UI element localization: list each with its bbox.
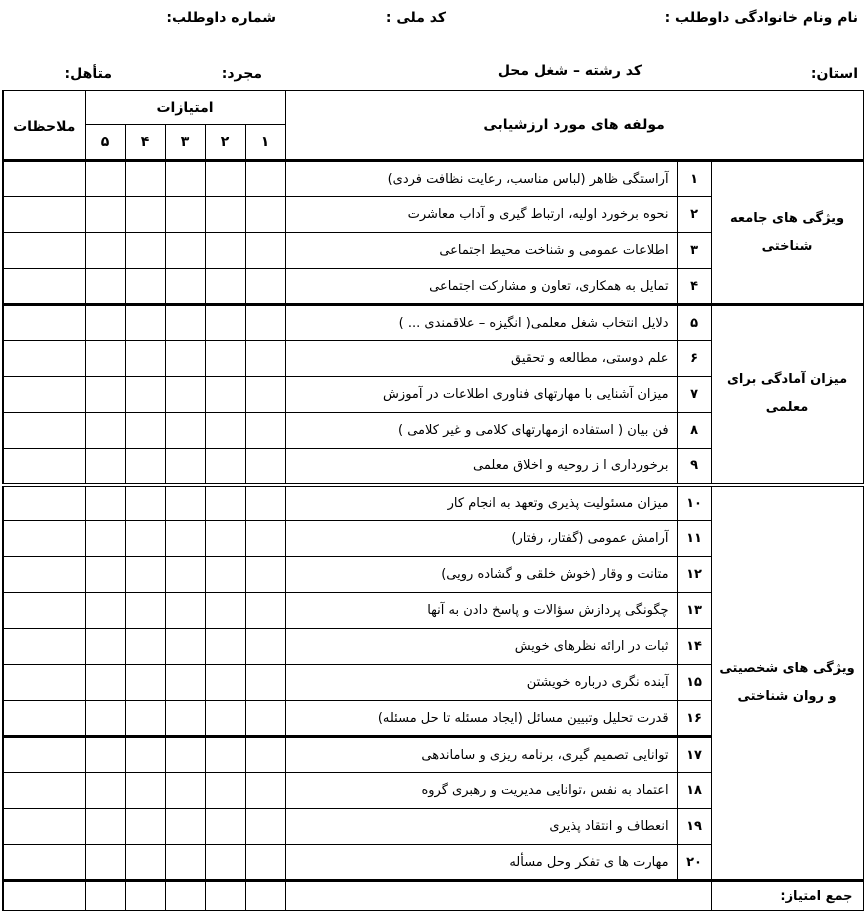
- score-cell-1[interactable]: [245, 413, 285, 449]
- score-cell-3[interactable]: [165, 305, 205, 341]
- item-number: ۱: [677, 161, 711, 197]
- table-header-row: [3, 91, 863, 125]
- score-cell-5[interactable]: [85, 701, 125, 737]
- item-text: برخورداری ا ز روحیه و اخلاق معلمی: [285, 449, 677, 485]
- score-cell-3[interactable]: [165, 809, 205, 845]
- score-cell-2[interactable]: [205, 269, 245, 305]
- notes-cell[interactable]: [3, 665, 85, 701]
- score-cell-1[interactable]: [245, 197, 285, 233]
- table-row: [3, 485, 863, 521]
- score-cell-5[interactable]: [85, 773, 125, 809]
- candidate-number-label: شماره داوطلب:: [166, 10, 276, 26]
- category-teaching-readiness: میزان آمادگی برای معلمی: [711, 305, 863, 485]
- score-cell-1[interactable]: [245, 377, 285, 413]
- score-cell-3[interactable]: [165, 233, 205, 269]
- score-cell-2[interactable]: [205, 485, 245, 521]
- notes-cell[interactable]: [3, 773, 85, 809]
- item-text: دلایل انتخاب شغل معلمی( انگیزه – علاقمندی ... ): [285, 305, 677, 341]
- score-cell-5[interactable]: [85, 485, 125, 521]
- score-cell-4[interactable]: [125, 413, 165, 449]
- item-number: ۱۷: [677, 737, 711, 773]
- item-number: ۱۱: [677, 521, 711, 557]
- item-text: مهارت ها ی تفکر وحل مسأله: [285, 845, 677, 881]
- score-cell-3[interactable]: [165, 629, 205, 665]
- item-text: میزان آشنایی با مهارتهای فناوری اطلاعات در آموزش: [285, 377, 677, 413]
- score-cell-3[interactable]: [165, 665, 205, 701]
- single-label: مجرد:: [221, 66, 262, 82]
- item-text: متانت و وقار (خوش خلقی و گشاده رویی): [285, 557, 677, 593]
- score-cell-3[interactable]: [165, 449, 205, 485]
- score-cell-2[interactable]: [205, 341, 245, 377]
- score-cell-1[interactable]: [245, 665, 285, 701]
- item-number: ۳: [677, 233, 711, 269]
- score-cell-5[interactable]: [85, 593, 125, 629]
- total-score-cell-3[interactable]: [165, 881, 205, 911]
- score-cell-4[interactable]: [125, 161, 165, 197]
- notes-header: ملاحظات: [3, 91, 85, 161]
- score-level-3: ۳: [165, 125, 205, 161]
- score-cell-2[interactable]: [205, 377, 245, 413]
- score-cell-4[interactable]: [125, 521, 165, 557]
- score-cell-2[interactable]: [205, 665, 245, 701]
- score-cell-5[interactable]: [85, 557, 125, 593]
- notes-cell[interactable]: [3, 305, 85, 341]
- item-text: ثبات در ارائه نظرهای خویش: [285, 629, 677, 665]
- score-cell-2[interactable]: [205, 305, 245, 341]
- notes-cell[interactable]: [3, 449, 85, 485]
- notes-cell[interactable]: [3, 845, 85, 881]
- item-text: انعطاف و انتقاد پذیری: [285, 809, 677, 845]
- score-cell-1[interactable]: [245, 701, 285, 737]
- item-text: چگونگی پردازش سؤالات و پاسخ دادن به آنها: [285, 593, 677, 629]
- total-score-cell-1[interactable]: [245, 881, 285, 911]
- item-number: ۶: [677, 341, 711, 377]
- item-number: ۱۲: [677, 557, 711, 593]
- score-cell-3[interactable]: [165, 269, 205, 305]
- item-text: میزان مسئولیت پذیری وتعهد به انجام کار: [285, 485, 677, 521]
- score-cell-4[interactable]: [125, 557, 165, 593]
- score-cell-2[interactable]: [205, 233, 245, 269]
- score-cell-1[interactable]: [245, 161, 285, 197]
- item-number: ۱۸: [677, 773, 711, 809]
- score-cell-5[interactable]: [85, 233, 125, 269]
- score-level-1: ۱: [245, 125, 285, 161]
- score-cell-3[interactable]: [165, 413, 205, 449]
- score-cell-1[interactable]: [245, 557, 285, 593]
- score-cell-5[interactable]: [85, 269, 125, 305]
- scores-header: امتیازات: [85, 91, 285, 125]
- score-cell-2[interactable]: [205, 557, 245, 593]
- score-cell-2[interactable]: [205, 161, 245, 197]
- notes-cell[interactable]: [3, 701, 85, 737]
- score-cell-5[interactable]: [85, 665, 125, 701]
- item-text: آرامش عمومی (گفتار، رفتار): [285, 521, 677, 557]
- score-cell-1[interactable]: [245, 629, 285, 665]
- score-cell-5[interactable]: [85, 449, 125, 485]
- score-cell-2[interactable]: [205, 701, 245, 737]
- total-score-cell-2[interactable]: [205, 881, 245, 911]
- total-score-cell-4[interactable]: [125, 881, 165, 911]
- item-number: ۲۰: [677, 845, 711, 881]
- item-text: علم دوستی، مطالعه و تحقیق: [285, 341, 677, 377]
- score-level-2: ۲: [205, 125, 245, 161]
- score-cell-4[interactable]: [125, 701, 165, 737]
- score-cell-1[interactable]: [245, 449, 285, 485]
- score-cell-4[interactable]: [125, 593, 165, 629]
- score-level-5: ۵: [85, 125, 125, 161]
- score-cell-5[interactable]: [85, 161, 125, 197]
- item-number: ۹: [677, 449, 711, 485]
- score-cell-4[interactable]: [125, 449, 165, 485]
- score-cell-1[interactable]: [245, 773, 285, 809]
- score-cell-3[interactable]: [165, 773, 205, 809]
- score-cell-5[interactable]: [85, 341, 125, 377]
- score-cell-4[interactable]: [125, 845, 165, 881]
- score-cell-1[interactable]: [245, 269, 285, 305]
- notes-cell[interactable]: [3, 269, 85, 305]
- table-row: [3, 305, 863, 341]
- total-row: [3, 881, 863, 911]
- score-cell-4[interactable]: [125, 269, 165, 305]
- score-cell-5[interactable]: [85, 629, 125, 665]
- evaluation-table: [2, 90, 864, 911]
- notes-cell[interactable]: [3, 485, 85, 521]
- topic-header: مولفه های مورد ارزشیابی: [285, 91, 863, 161]
- score-cell-3[interactable]: [165, 845, 205, 881]
- score-cell-2[interactable]: [205, 413, 245, 449]
- score-cell-4[interactable]: [125, 305, 165, 341]
- notes-cell[interactable]: [3, 377, 85, 413]
- score-cell-4[interactable]: [125, 665, 165, 701]
- notes-cell[interactable]: [3, 737, 85, 773]
- total-score-label: جمع امتیاز:: [711, 881, 863, 911]
- score-cell-1[interactable]: [245, 305, 285, 341]
- score-cell-2[interactable]: [205, 737, 245, 773]
- score-cell-5[interactable]: [85, 197, 125, 233]
- item-number: ۱۳: [677, 593, 711, 629]
- score-cell-3[interactable]: [165, 161, 205, 197]
- item-number: ۴: [677, 269, 711, 305]
- score-cell-1[interactable]: [245, 485, 285, 521]
- score-cell-3[interactable]: [165, 701, 205, 737]
- notes-cell[interactable]: [3, 197, 85, 233]
- notes-cell[interactable]: [3, 557, 85, 593]
- item-text: نحوه برخورد اولیه، ارتباط گیری و آداب معاشرت: [285, 197, 677, 233]
- field-code-label: کد رشته – شغل محل: [497, 63, 642, 79]
- category-sociological: ویژگی های جامعه شناختی: [711, 161, 863, 305]
- notes-cell[interactable]: [3, 233, 85, 269]
- score-cell-3[interactable]: [165, 341, 205, 377]
- item-text: اطلاعات عمومی و شناخت محیط اجتماعی: [285, 233, 677, 269]
- notes-cell[interactable]: [3, 593, 85, 629]
- score-cell-2[interactable]: [205, 521, 245, 557]
- item-number: ۱۶: [677, 701, 711, 737]
- score-cell-4[interactable]: [125, 809, 165, 845]
- item-text: توانایی تصمیم گیری، برنامه ریزی و ساماندهی: [285, 737, 677, 773]
- item-text: اعتماد به نفس ،توانایی مدیریت و رهبری گروه: [285, 773, 677, 809]
- score-cell-3[interactable]: [165, 737, 205, 773]
- score-cell-1[interactable]: [245, 593, 285, 629]
- score-cell-4[interactable]: [125, 341, 165, 377]
- score-cell-5[interactable]: [85, 737, 125, 773]
- score-cell-3[interactable]: [165, 557, 205, 593]
- score-cell-4[interactable]: [125, 773, 165, 809]
- score-cell-2[interactable]: [205, 773, 245, 809]
- score-cell-1[interactable]: [245, 737, 285, 773]
- national-code-label: کد ملی :: [385, 10, 446, 26]
- total-empty-cell: [285, 881, 711, 911]
- item-number: ۱۴: [677, 629, 711, 665]
- score-cell-4[interactable]: [125, 485, 165, 521]
- notes-cell[interactable]: [3, 521, 85, 557]
- notes-cell[interactable]: [3, 341, 85, 377]
- item-number: ۲: [677, 197, 711, 233]
- score-cell-2[interactable]: [205, 449, 245, 485]
- item-number: ۷: [677, 377, 711, 413]
- score-cell-3[interactable]: [165, 521, 205, 557]
- score-cell-1[interactable]: [245, 233, 285, 269]
- score-cell-5[interactable]: [85, 809, 125, 845]
- score-cell-3[interactable]: [165, 197, 205, 233]
- notes-cell[interactable]: [3, 413, 85, 449]
- score-cell-5[interactable]: [85, 521, 125, 557]
- score-cell-4[interactable]: [125, 629, 165, 665]
- item-text: تمایل به همکاری، تعاون و مشارکت اجتماعی: [285, 269, 677, 305]
- score-cell-1[interactable]: [245, 341, 285, 377]
- item-text: قدرت تحلیل وتبیین مسائل (ایجاد مسئله تا حل مسئله): [285, 701, 677, 737]
- score-cell-5[interactable]: [85, 305, 125, 341]
- score-cell-5[interactable]: [85, 845, 125, 881]
- item-number: ۱۰: [677, 485, 711, 521]
- score-cell-2[interactable]: [205, 845, 245, 881]
- score-cell-4[interactable]: [125, 197, 165, 233]
- score-cell-5[interactable]: [85, 377, 125, 413]
- item-number: ۵: [677, 305, 711, 341]
- item-text: آراستگی ظاهر (لباس مناسب، رعایت نظافت فردی): [285, 161, 677, 197]
- table-row: [3, 161, 863, 197]
- score-cell-2[interactable]: [205, 197, 245, 233]
- notes-cell[interactable]: [3, 629, 85, 665]
- score-cell-4[interactable]: [125, 377, 165, 413]
- notes-cell[interactable]: [3, 809, 85, 845]
- score-cell-3[interactable]: [165, 485, 205, 521]
- score-cell-1[interactable]: [245, 845, 285, 881]
- full-name-label: نام ونام خانوادگی داوطلب :: [664, 10, 858, 26]
- category-personality-psychology: ویژگی های شخصیتی و روان شناختی: [711, 485, 863, 881]
- score-cell-1[interactable]: [245, 521, 285, 557]
- total-notes-cell[interactable]: [3, 881, 85, 911]
- score-cell-4[interactable]: [125, 737, 165, 773]
- score-cell-2[interactable]: [205, 593, 245, 629]
- score-level-4: ۴: [125, 125, 165, 161]
- score-cell-3[interactable]: [165, 377, 205, 413]
- total-score-cell-5[interactable]: [85, 881, 125, 911]
- score-cell-3[interactable]: [165, 593, 205, 629]
- item-number: ۸: [677, 413, 711, 449]
- item-number: ۱۹: [677, 809, 711, 845]
- item-number: ۱۵: [677, 665, 711, 701]
- married-label: متأهل:: [64, 66, 112, 82]
- notes-cell[interactable]: [3, 161, 85, 197]
- score-cell-5[interactable]: [85, 413, 125, 449]
- score-cell-2[interactable]: [205, 809, 245, 845]
- item-text: فن بیان ( استفاده ازمهارتهای کلامی و غیر کلامی ): [285, 413, 677, 449]
- score-cell-1[interactable]: [245, 809, 285, 845]
- score-cell-2[interactable]: [205, 629, 245, 665]
- score-cell-4[interactable]: [125, 233, 165, 269]
- item-text: آینده نگری درباره خویشتن: [285, 665, 677, 701]
- province-label: استان:: [810, 66, 858, 82]
